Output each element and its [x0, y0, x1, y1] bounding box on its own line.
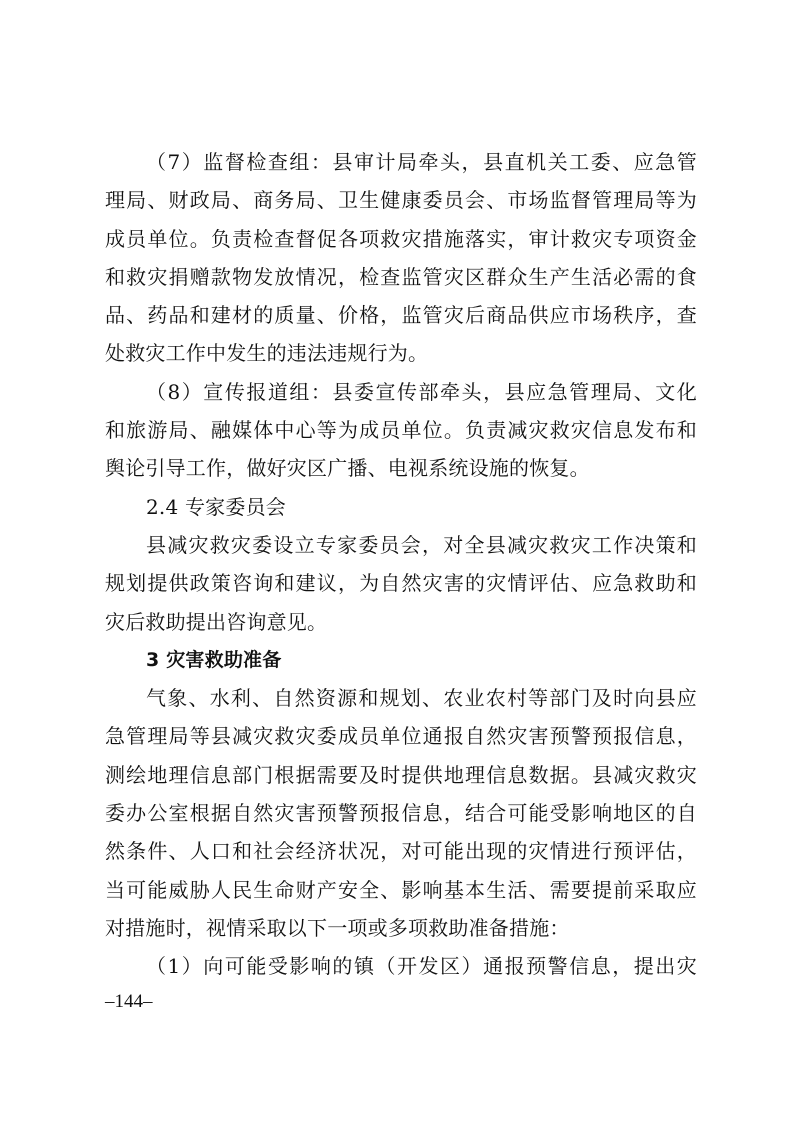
paragraph-line: 处救灾工作中发生的违法违规行为。 — [105, 341, 429, 366]
paragraph-line: 对措施时，视情采取以下一项或多项救助准备措施： — [105, 915, 570, 940]
paragraph-line: （8）宣传报道组：县委宣传部牵头，县应急管理局、文化 — [146, 379, 697, 404]
paragraph-line: （1）向可能受影响的镇（开发区）通报预警信息，提出灾 — [146, 954, 697, 979]
paragraph-line: 急管理局等县减灾救灾委成员单位通报自然灾害预警预报信息， — [105, 724, 697, 749]
paragraph-line: 灾后救助提出咨询意见。 — [105, 609, 328, 634]
section-heading-3: 3 灾害救助准备 — [146, 648, 282, 671]
paragraph-line: 县减灾救灾委设立专家委员会，对全县减灾救灾工作决策和 — [146, 532, 697, 557]
paragraph-line: 规划提供政策咨询和建议，为自然灾害的灾情评估、应急救助和 — [105, 571, 697, 596]
paragraph-line: （7）监督检查组：县审计局牵头，县直机关工委、应急管 — [146, 150, 697, 174]
section-heading-2-4: 2.4 专家委员会 — [146, 494, 286, 519]
paragraph-line: 品、药品和建材的质量、价格，监管灾后商品供应市场秩序，查 — [105, 303, 697, 328]
paragraph-line: 然条件、人口和社会经济状况，对可能出现的灾情进行预评估， — [105, 839, 697, 864]
paragraph-line: 测绘地理信息部门根据需要及时提供地理信息数据。县减灾救灾 — [105, 762, 697, 787]
paragraph-line: 当可能威胁人民生命财产安全、影响基本生活、需要提前采取应 — [105, 877, 697, 902]
document-body — [105, 143, 697, 986]
paragraph-line: 气象、水利、自然资源和规划、农业农村等部门及时向县应 — [146, 686, 697, 711]
paragraph-line: 委办公室根据自然灾害预警预报信息，结合可能受影响地区的自 — [105, 801, 697, 826]
paragraph-line: 和旅游局、融媒体中心等为成员单位。负责减灾救灾信息发布和 — [105, 418, 697, 443]
paragraph-line: 成员单位。负责检查督促各项救灾措施落实，审计救灾专项资金 — [105, 226, 697, 251]
paragraph-line: 和救灾捐赠款物发放情况，检查监管灾区群众生产生活必需的食 — [105, 264, 697, 289]
paragraph-line: 舆论引导工作，做好灾区广播、电视系统设施的恢复。 — [105, 456, 590, 481]
page-number: –144– — [105, 991, 153, 1012]
paragraph-line: 理局、财政局、商务局、卫生健康委员会、市场监督管理局等为 — [105, 188, 697, 213]
